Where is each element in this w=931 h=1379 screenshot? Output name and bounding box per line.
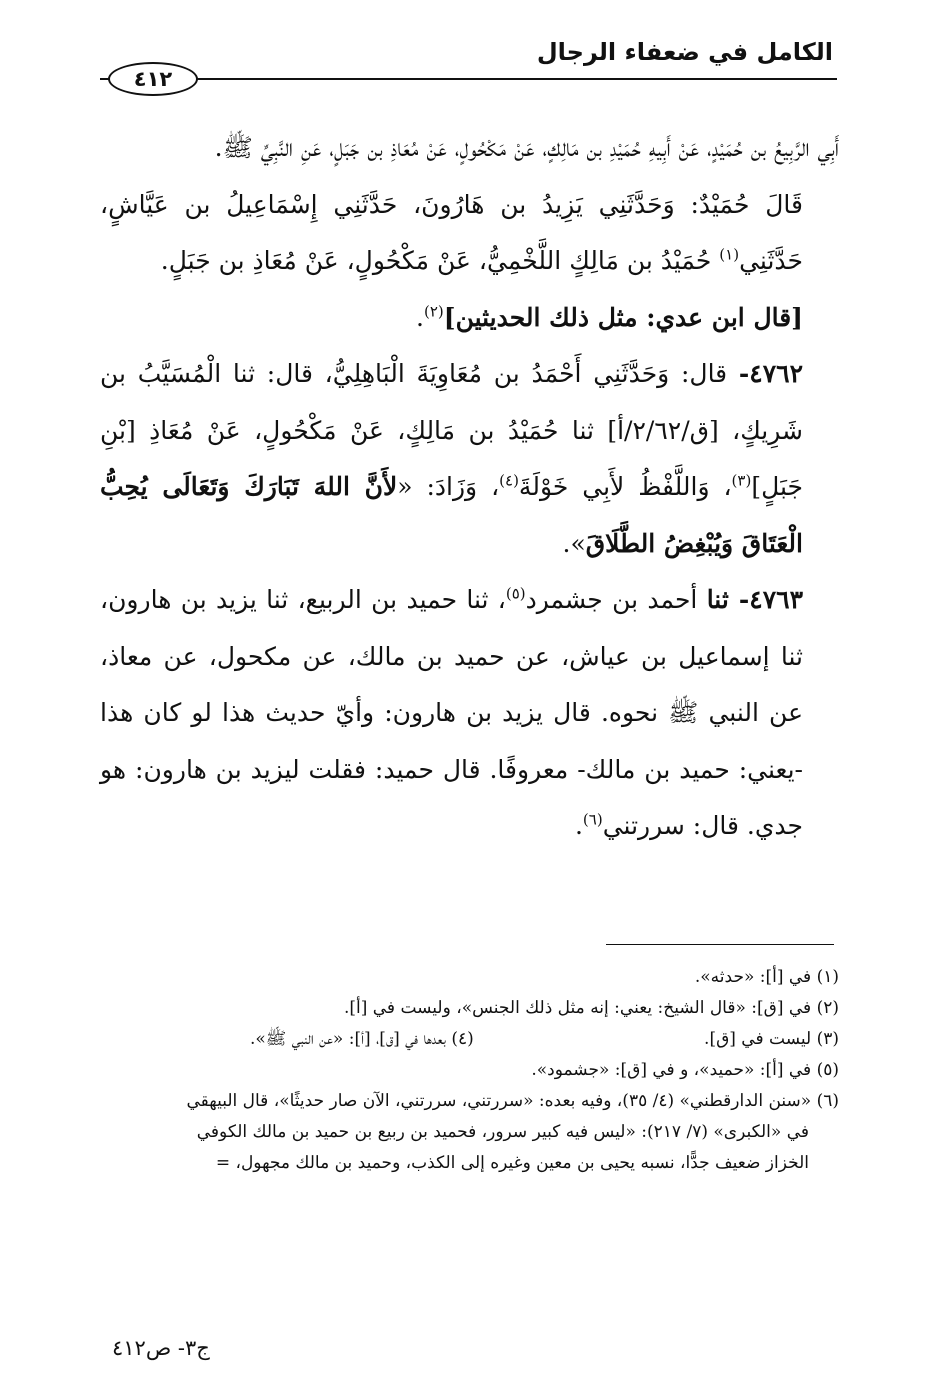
hadith-4762-text-c: ، وَزَادَ: « bbox=[397, 472, 500, 501]
footnote-6-line-1: (٦) «سنن الدارقطني» (٤/ ٣٥)، وفيه بعده: «سررتني، سررتني، الآن صار حديثًا»، قال البيهقي bbox=[186, 1091, 839, 1111]
hadith-4762-text-b: ، وَاللَّفْظُ لأَبِي خَوْلَةَ bbox=[518, 472, 732, 501]
hadith-4762 bbox=[100, 346, 839, 572]
footnote-6-line-2: في «الكبرى» (٧/ ٢١٧): «ليس فيه كبير سرور، فحميد بن ربيع بن حميد بن مالك الكوفي bbox=[196, 1122, 809, 1142]
hadith-number-4762: ٤٧٦٢- bbox=[738, 359, 803, 388]
hadith-4762-text-a: قال: وَحَدَّثَنِي أَحْمَدُ بن مُعَاوِيَةَ الْبَاهِلِيُّ، قال: ثنا الْمُسَيَّبُ بن شَرِيكٍ، [ق/٢/٦٢/أ] ثنا حُمَيْدُ بن مَالِكٍ، عَنْ مَكْحُولٍ، عَنْ مُعَاذِ [بْنِ جَبَلٍ] bbox=[100, 359, 804, 501]
paragraph-2-text-a: قَالَ حُمَيْدٌ: وَحَدَّثَنِي يَزِيدُ بن هَارُونَ، حَدَّثَنِي إِسْمَاعِيلُ بن عَيَّاشٍ، حَدَّثَنِي bbox=[100, 189, 803, 275]
hadith-4762-matn: لأَنَّ اللهَ تَبَارَكَ وَتَعَالَى يُحِبُّ الْعَتَاقَ وَيُبْغِضُ الطَّلَاقَ bbox=[100, 472, 803, 558]
page-number-badge: ٤١٢ bbox=[108, 62, 198, 96]
footnote-4: (٤) بعدها في [ق]، [أ]: «عن النبي ﷺ». bbox=[250, 1029, 474, 1049]
hadith-4763-text-b: ، ثنا حميد بن الربيع، ثنا يزيد بن هارون، ثنا إسماعيل بن عياش، عن حميد بن مالك، عن مكحول، عن معاذ، عن النبي ﷺ نحوه. قال يزيد بن هارون: وأيّ حديث هذا لو كان هذا -يعني: حميد بن مالك- معروفًا. قال حميد: فقلت ليزيد بن هارون: هو جدي. قال: سررتني bbox=[100, 585, 803, 840]
footnote-ref-3[interactable]: (٣) bbox=[731, 471, 752, 490]
footnotes bbox=[100, 962, 839, 1179]
footnote-1: (١) في [أ]: «حدثه». bbox=[694, 967, 839, 987]
paragraph-1-text: أَبِي الرَّبِيعُ بن حُمَيْدٍ، عَنْ أَبِيهِ حُمَيْدِ بن مَالِكٍ، عَنْ مَكْحُولٍ، عَنْ مُعَاذِ بن جَبَلٍ، عَنِ النَّبِيِّ ﷺ. bbox=[214, 133, 839, 162]
paragraph-3 bbox=[100, 290, 839, 347]
footnote-separator bbox=[606, 944, 834, 945]
hadith-number-4763: ٤٧٦٣- bbox=[738, 585, 803, 614]
footnote-ref-1[interactable]: (١) bbox=[719, 245, 740, 264]
footnote-row-3-4 bbox=[100, 1024, 839, 1055]
header-rule bbox=[100, 78, 837, 80]
paragraph-3-end: . bbox=[416, 302, 424, 332]
paragraph-2 bbox=[100, 177, 839, 290]
hadith-4763-text-a: أحمد بن جشمرد bbox=[525, 585, 707, 614]
paragraph-3-text: [قال ابن عدي: مثل ذلك الحديثين] bbox=[443, 302, 803, 332]
paragraph-2-text-b: حُمَيْدُ بن مَالِكٍ اللَّخْمِيُّ، عَنْ مَكْحُولٍ، عَنْ مُعَاذِ بن جَبَلٍ. bbox=[160, 246, 720, 275]
footnote-5: (٥) في [أ]: «حميد»، و في [ق]: «جشمود». bbox=[531, 1060, 839, 1080]
hadith-4763-text-c: . bbox=[574, 811, 583, 840]
footnote-3: (٣) ليست في [ق]. bbox=[704, 1029, 839, 1049]
footnote-ref-4[interactable]: (٤) bbox=[499, 471, 519, 490]
hadith-4763 bbox=[100, 572, 839, 855]
hadith-4763-thana: ثنا bbox=[706, 585, 739, 614]
paragraph-1 bbox=[100, 120, 839, 177]
footnote-2: (٢) في [ق]: «قال الشيخ: يعني: إنه مثل ذلك الجنس»، وليست في [أ]. bbox=[343, 998, 839, 1018]
footnote-ref-2[interactable]: (٢) bbox=[423, 302, 444, 321]
hadith-4762-text-d: ». bbox=[562, 528, 586, 558]
running-title: الكامل في ضعفاء الرجال bbox=[536, 38, 833, 66]
footnote-ref-6[interactable]: (٦) bbox=[582, 810, 603, 829]
volume-page-reference: ج٣- ص٤١٢ bbox=[112, 1336, 210, 1360]
footnote-ref-5[interactable]: (٥) bbox=[505, 584, 526, 603]
main-text bbox=[100, 120, 839, 855]
footnote-6-line-3: الخزاز ضعيف جدًّا، نسبه يحيى بن معين وغيره إلى الكذب، وحميد بن مالك مجهول، = bbox=[215, 1153, 809, 1173]
